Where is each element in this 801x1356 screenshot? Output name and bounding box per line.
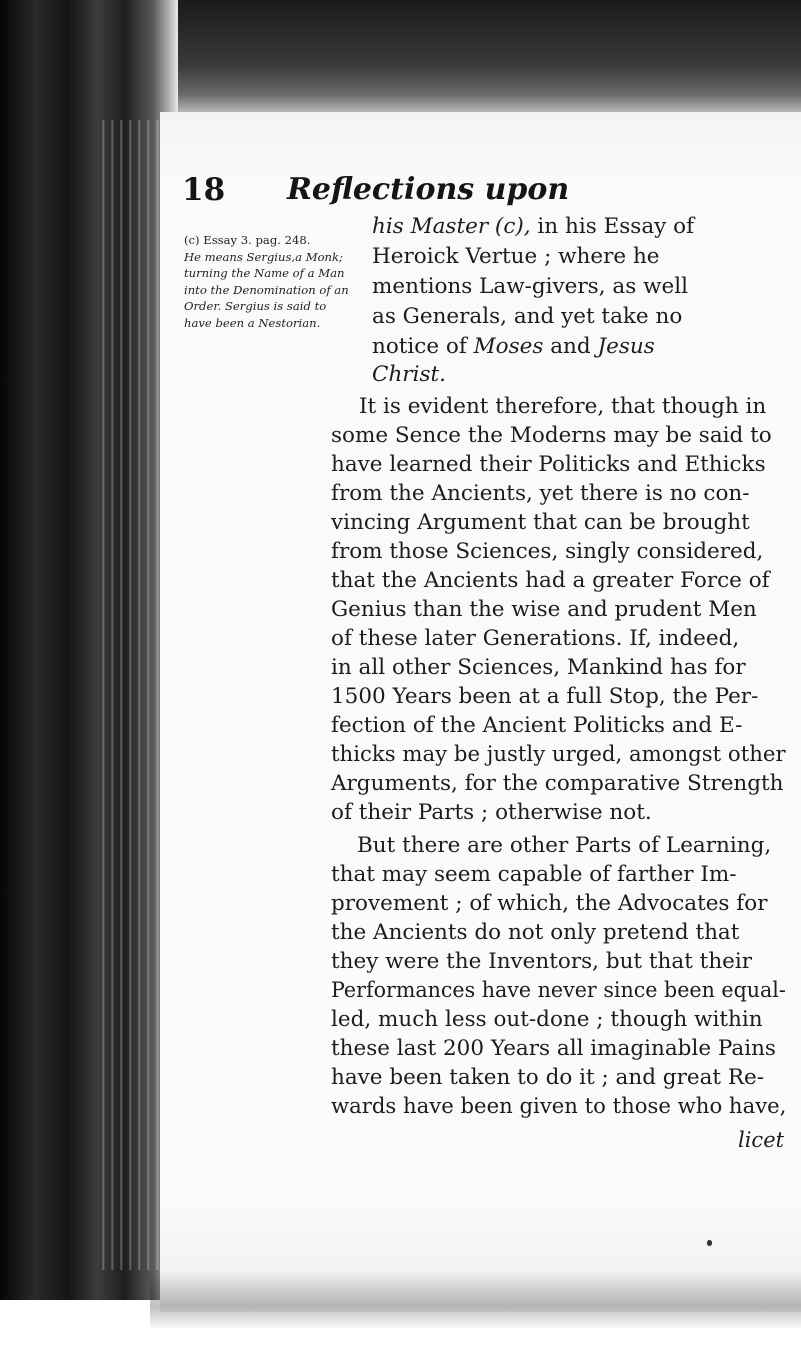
margin-note-line: Order. Sergius is said to	[184, 299, 327, 313]
text-run: in his Essay of	[530, 214, 695, 239]
text-line: the Ancients do not only pretend that	[331, 920, 740, 945]
page-bottom-shadow	[150, 1270, 801, 1330]
catchword: licet	[738, 1128, 785, 1152]
text-line: wards have been given to those who have,	[331, 1094, 787, 1119]
text-line: But there are other Parts of Learning,	[357, 833, 772, 858]
text-line: have learned their Politicks and Ethicks	[331, 452, 766, 477]
text-line: vincing Argument that can be brought	[331, 510, 750, 535]
text-line: in all other Sciences, Mankind has for	[331, 655, 746, 680]
text-line: Christ.	[372, 362, 446, 387]
margin-note-line: into the Denomination of an	[184, 282, 349, 297]
text-line: Performances have never since been equal-	[331, 978, 786, 1003]
text-line: provement ; of which, the Advocates for	[331, 891, 768, 916]
text-line	[372, 214, 694, 239]
margin-note-line: turning the Name of a Man	[184, 266, 345, 280]
margin-note	[184, 232, 349, 331]
text-line: have been taken to do it ; and great Re-	[331, 1065, 765, 1090]
margin-note-line: He means Sergius,a Monk;	[184, 249, 343, 264]
text-run: notice of	[372, 334, 474, 359]
text-line: Genius than the wise and prudent Men	[331, 597, 757, 622]
text-line: from those Sciences, singly considered,	[331, 539, 764, 564]
italic-name: Jesus	[597, 334, 655, 359]
text-line: Heroick Vertue ; where he	[372, 244, 660, 269]
binding-page-edges	[96, 120, 168, 1270]
text-line: that may seem capable of farther Im-	[331, 862, 737, 887]
text-line: that the Ancients had a greater Force of	[331, 568, 770, 593]
text-line: 1500 Years been at a full Stop, the Per-	[331, 684, 759, 709]
text-line: they were the Inventors, but that their	[331, 949, 753, 974]
text-line: mentions Law-givers, as well	[372, 274, 688, 299]
text-line: of these later Generations. If, indeed,	[331, 626, 740, 651]
text-line: as Generals, and yet take no	[372, 304, 683, 329]
italic-name: Moses	[473, 334, 544, 359]
text-line	[372, 334, 655, 359]
text-line: It is evident therefore, that though in	[359, 394, 767, 419]
margin-note-line: (c) Essay 3. pag. 248.	[184, 233, 311, 247]
text-line: these last 200 Years all imaginable Pains	[331, 1036, 776, 1061]
page-number: 18	[182, 172, 226, 208]
text-line: fection of the Ancient Politicks and E-	[331, 713, 743, 738]
running-head: Reflections upon	[287, 172, 570, 207]
text-line: some Sence the Moderns may be said to	[331, 423, 772, 448]
text-run: and	[543, 334, 598, 359]
text-line: Arguments, for the comparative Strength	[331, 771, 784, 796]
text-line: led, much less out-done ; though within	[331, 1007, 763, 1032]
text-line: from the Ancients, yet there is no con-	[331, 481, 750, 506]
text-line: thicks may be justly urged, amongst other	[331, 742, 786, 767]
text-line: of their Parts ; otherwise not.	[331, 800, 652, 825]
ink-speck	[707, 1240, 712, 1246]
margin-note-line: have been a Nestorian.	[184, 315, 321, 330]
italic-phrase: his Master (c),	[372, 214, 531, 239]
